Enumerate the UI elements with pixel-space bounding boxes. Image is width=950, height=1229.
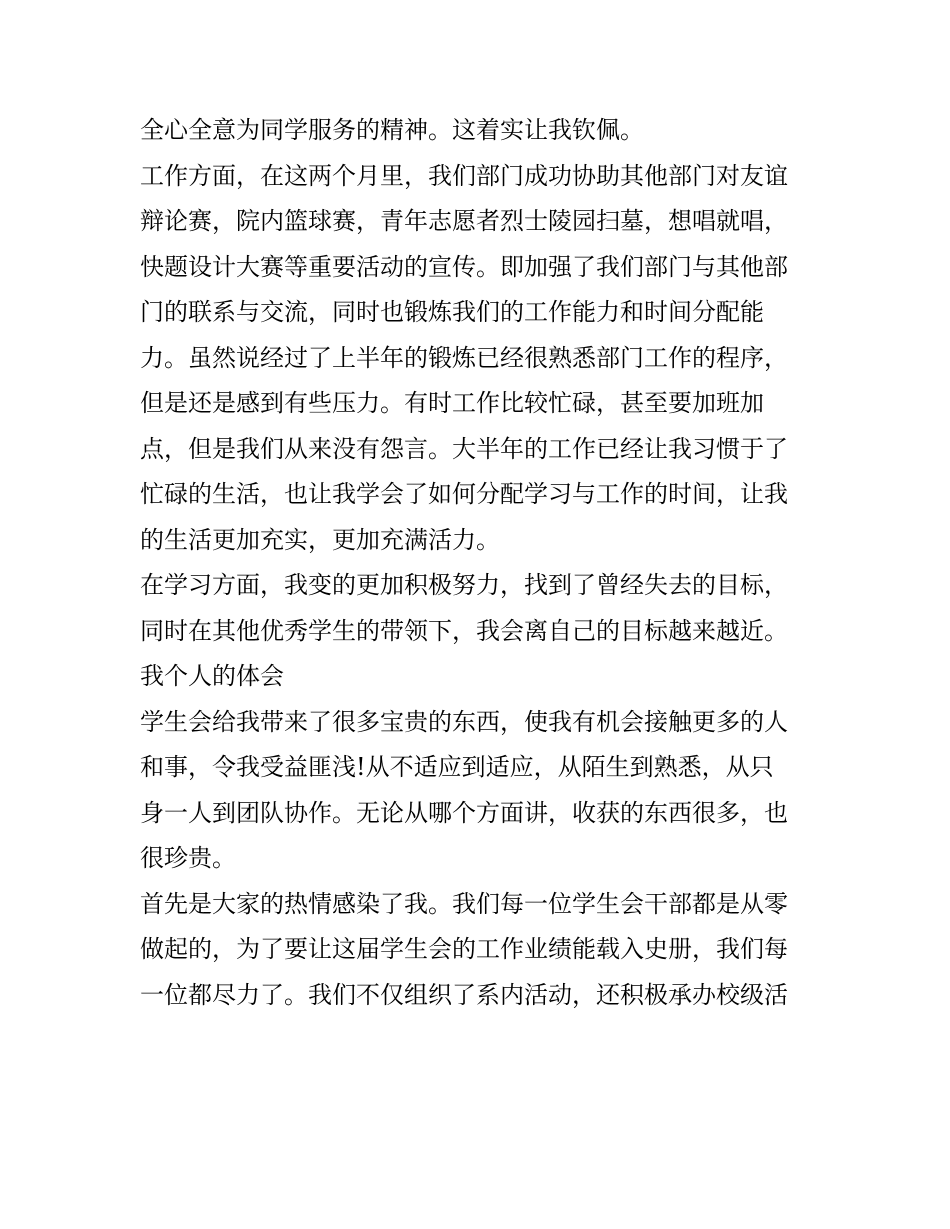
text-line: 很珍贵。	[140, 844, 236, 872]
text-line: 门的联系与交流，同时也锻炼我们的工作能力和时间分配能	[140, 298, 764, 326]
text-line: 辩论赛，院内篮球赛，青年志愿者烈士陵园扫墓，想唱就唱，	[140, 207, 788, 235]
text-line: 点，但是我们从来没有怨言。大半年的工作已经让我习惯于了	[140, 434, 788, 463]
text-line: 但是还是感到有些压力。有时工作比较忙碌，甚至要加班加	[140, 389, 764, 417]
text-line: 快题设计大赛等重要活动的宣传。即加强了我们部门与其他部	[140, 252, 788, 281]
text-line: 同时在其他优秀学生的带领下，我会离自己的目标越来越近。	[140, 616, 788, 645]
text-line: 和事，令我受益匪浅!从不适应到适应，从陌生到熟悉，从只	[140, 753, 774, 781]
text-line: 忙碌的生活，也让我学会了如何分配学习与工作的时间，让我	[140, 480, 788, 508]
section-heading: 我个人的体会	[140, 662, 284, 690]
text-line: 一位都尽力了。我们不仅组织了系内活动，还积极承办校级活	[140, 980, 788, 1009]
text-line: 工作方面，在这两个月里，我们部门成功协助其他部门对友谊	[140, 161, 788, 190]
text-line: 全心全意为同学服务的精神。这着实让我钦佩。	[140, 116, 644, 144]
text-line: 做起的，为了要让这届学生会的工作业绩能载入史册，我们每	[140, 935, 788, 963]
text-line: 的生活更加充实，更加充满活力。	[140, 525, 500, 554]
text-line: 身一人到团队协作。无论从哪个方面讲，收获的东西很多，也	[140, 798, 788, 827]
text-line: 学生会给我带来了很多宝贵的东西，使我有机会接触更多的人	[140, 707, 788, 736]
text-line: 首先是大家的热情感染了我。我们每一位学生会干部都是从零	[140, 889, 788, 918]
text-line: 力。虽然说经过了上半年的锻炼已经很熟悉部门工作的程序，	[140, 343, 788, 372]
document-body	[140, 108, 820, 1018]
text-line: 在学习方面，我变的更加积极努力，找到了曾经失去的目标，	[140, 571, 788, 599]
